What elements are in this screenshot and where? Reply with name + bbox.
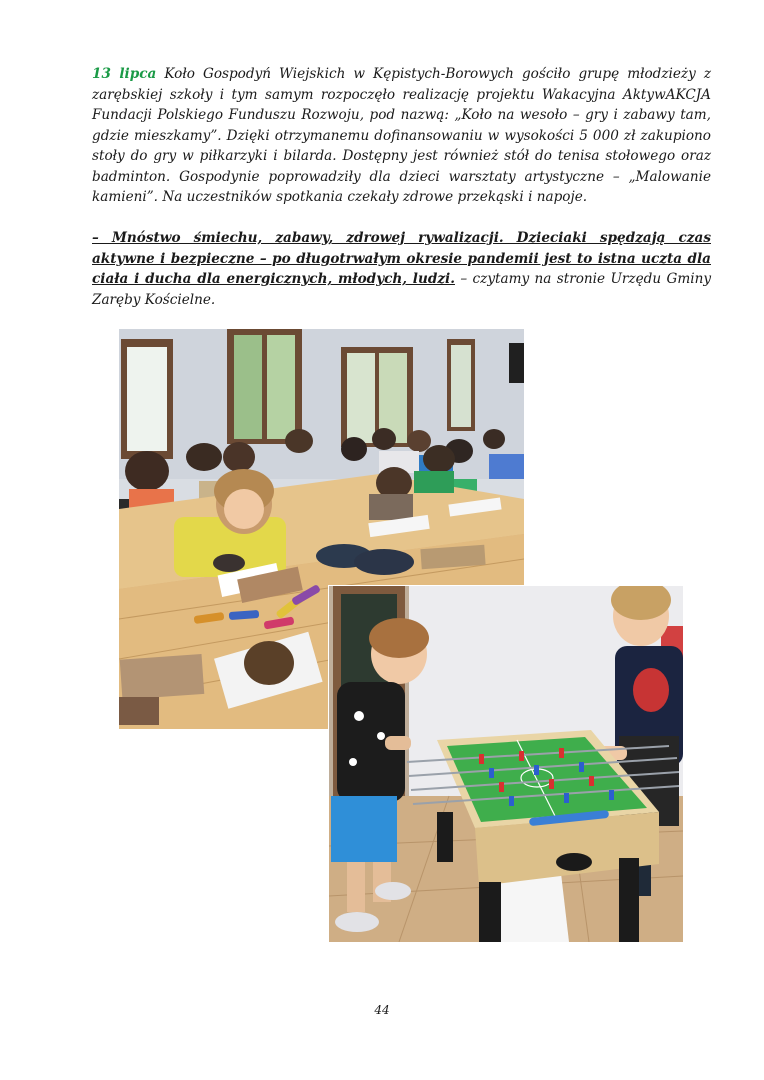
photo-table-football [329,586,683,942]
page-number: 44 [374,1003,390,1017]
quote-source: – czytamy na stronie Urzędu Gminy Zaręby Kościelne. [92,271,712,308]
paragraph-quote [92,228,711,310]
paragraph-intro-text: Koło Gospodyń Wiejskich w Kępistych-Borowych gościło grupę młodzieży z zarębskiej szkoły i tym samym rozpoczęło realizację projektu Wakacyjna AktywAKCJA Fundacji Polskiego Funduszu Rozwoju, pod nazwą: „Koło na wesoło – gry i zabawy tam, gdzie mieszkamy”. Dzięki otrzymanemu dofinansowaniu w wysokości 5 000 zł zakupiono stoły do gry w piłkarzyki i bilarda. Dostępny jest również stół do tenisa stołowego oraz badminton. Gospodynie poprowadziły dla dzieci warsztaty artystyczne – „Malowanie kamieni”. Na uczestników spotkania czekały zdrowe przekąski i napoje. [92,66,711,205]
paragraph-intro [92,64,711,208]
quote-text: – Mnóstwo śmiechu, zabawy, zdrowej rywalizacji. Dzieciaki spędzają czas aktywne i bezpieczne – po długotrwałym okresie pandemii jest to istna uczta dla ciała i ducha dla energicznych, młodych, ludzi. [92,230,711,287]
date-highlight: 13 lipca [92,66,157,82]
